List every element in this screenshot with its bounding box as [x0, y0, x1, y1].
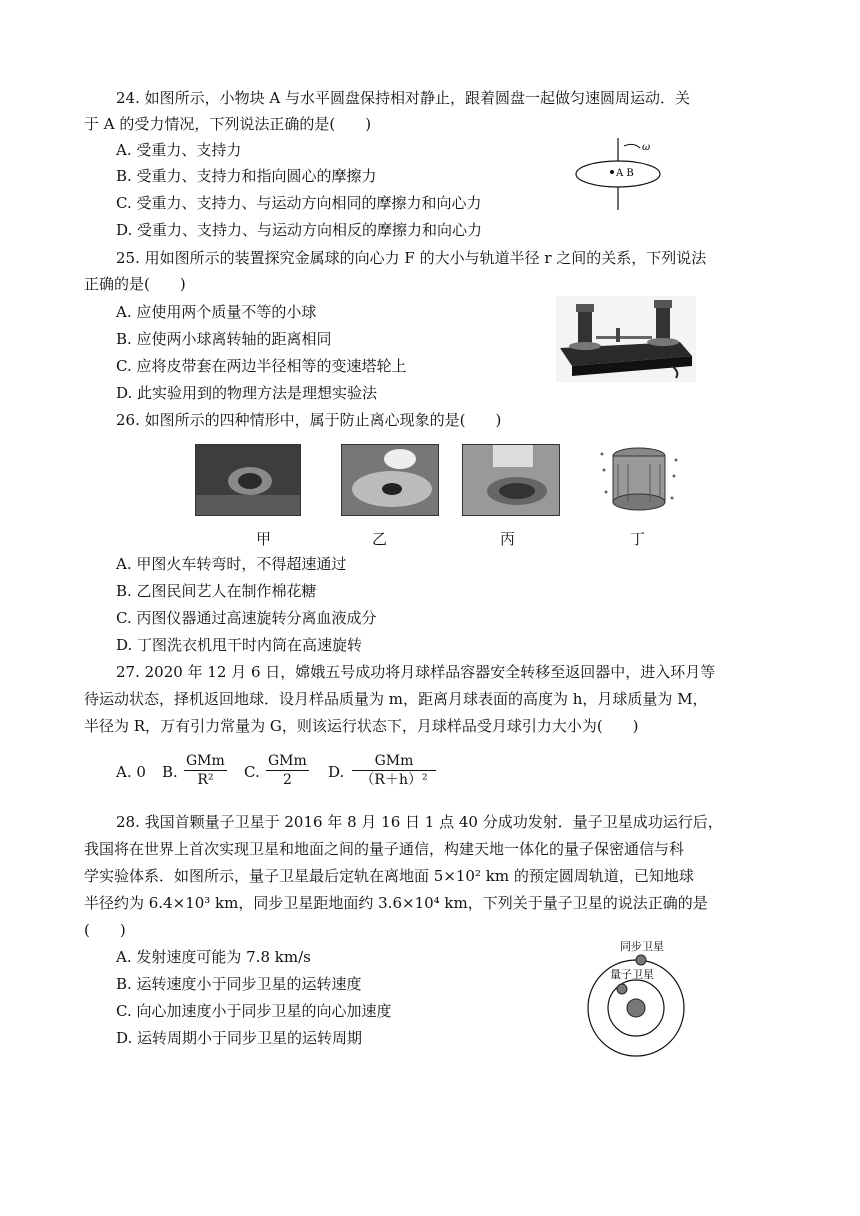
block-label: A B [616, 168, 634, 179]
q27-c-denominator: 2 [282, 772, 292, 788]
photo-bing-centrifuge [462, 444, 560, 516]
q27-option-d-fraction [352, 752, 436, 789]
q27-d-numerator: GMm [352, 752, 436, 771]
photo-ding-washing-machine [596, 440, 682, 518]
photo-yi-cotton-candy [341, 444, 439, 516]
q28-option-b: B. 运转速度小于同步卫星的运转速度 [116, 975, 362, 993]
q27-b-numerator: GMm [186, 753, 225, 769]
q25-option-b: B. 应使两小球离转轴的距离相同 [116, 330, 332, 348]
q27-stem-line2: 待运动状态，择机返回地球．设月样品质量为 m，距离月球表面的高度为 h，月球质量为 M， [84, 690, 708, 708]
q27-b-denominator: R² [197, 772, 214, 788]
q25-option-a: A. 应使用两个质量不等的小球 [116, 303, 317, 321]
q24-stem-line1: 24. 如图所示，小物块 A 与水平圆盘保持相对静止，跟着圆盘一起做匀速圆周运动．关 [116, 89, 690, 107]
q28-stem-line1: 28. 我国首颗量子卫星于 2016 年 8 月 16 日 1 点 40 分成功发射．量子卫星成功运行后， [116, 813, 723, 831]
q26-stem: 26. 如图所示的四种情形中，属于防止离心现象的是( ) [116, 411, 502, 429]
q24-option-b: B. 受重力、支持力和指向圆心的摩擦力 [116, 167, 377, 185]
caption-bing: 丙 [500, 530, 516, 548]
q25-stem-line2: 正确的是( ) [84, 275, 186, 293]
q24-option-a: A. 受重力、支持力 [116, 141, 242, 159]
q28-stem-line2: 我国将在世界上首次实现卫星和地面之间的量子通信，构建天地一体化的量子保密通信与科 [84, 840, 685, 858]
omega-label: ω [642, 142, 651, 153]
q28-option-c: C. 向心加速度小于同步卫星的向心加速度 [116, 1002, 392, 1020]
q28-stem-line5: ( ) [84, 921, 126, 939]
q25-stem-line1: 25. 用如图所示的装置探究金属球的向心力 F 的大小与轨道半径 r 之间的关系，下列说法 [116, 249, 707, 267]
q27-option-b-fraction [184, 752, 227, 789]
q26-option-c: C. 丙图仪器通过高速旋转分离血液成分 [116, 609, 377, 627]
q27-d-denominator: （R＋h）² [360, 772, 428, 788]
caption-ding: 丁 [630, 530, 646, 548]
q26-option-b: B. 乙图民间艺人在制作棉花糖 [116, 582, 317, 600]
earth [627, 999, 645, 1017]
caption-yi: 乙 [372, 530, 388, 548]
satellite-orbit-diagram [580, 938, 692, 1060]
q27-option-b-label: B. [162, 763, 178, 781]
rotating-disc-figure [568, 136, 678, 212]
q27-option-c-fraction [266, 752, 309, 789]
sync-satellite-label: 同步卫星 [620, 940, 664, 953]
q27-option-d-label: D. [328, 763, 345, 781]
q27-option-a: A. 0 [116, 763, 146, 781]
quantum-satellite-label: 量子卫星 [610, 968, 654, 981]
quantum-satellite [617, 984, 627, 994]
q24-option-c: C. 受重力、支持力、与运动方向相同的摩擦力和向心力 [116, 194, 482, 212]
q28-option-d: D. 运转周期小于同步卫星的运转周期 [116, 1029, 363, 1047]
q27-stem-line3: 半径为 R，万有引力常量为 G，则该运行状态下，月球样品受月球引力大小为( ) [84, 717, 639, 735]
q27-c-numerator: GMm [268, 753, 307, 769]
q24-option-d: D. 受重力、支持力、与运动方向相反的摩擦力和向心力 [116, 221, 483, 239]
q25-option-d: D. 此实验用到的物理方法是理想实验法 [116, 384, 378, 402]
q27-stem-line1: 27. 2020 年 12 月 6 日，嫦娥五号成功将月球样品容器安全转移至返回器中，进入环月等 [116, 663, 716, 681]
caption-jia: 甲 [256, 530, 272, 548]
q26-option-a: A. 甲图火车转弯时，不得超速通过 [116, 555, 347, 573]
q28-option-a: A. 发射速度可能为 7.8 km/s [116, 948, 311, 966]
q24-stem-line2: 于 A 的受力情况，下列说法正确的是( ) [84, 115, 372, 133]
q28-stem-line4: 半径约为 6.4×10³ km，同步卫星距地面约 3.6×10⁴ km，下列关于量子卫星的说法正确的是 [84, 894, 708, 912]
sync-satellite [636, 955, 646, 965]
q25-option-c: C. 应将皮带套在两边半径相等的变速塔轮上 [116, 357, 407, 375]
q26-option-d: D. 丁图洗衣机甩干时内筒在高速旋转 [116, 636, 363, 654]
photo-jia-train [195, 444, 301, 516]
q27-option-c-label: C. [244, 763, 260, 781]
q28-stem-line3: 学实验体系．如图所示，量子卫星最后定轨在离地面 5×10² km 的预定圆周轨道，已知地球 [84, 867, 694, 885]
centripetal-force-apparatus-photo [556, 296, 696, 382]
